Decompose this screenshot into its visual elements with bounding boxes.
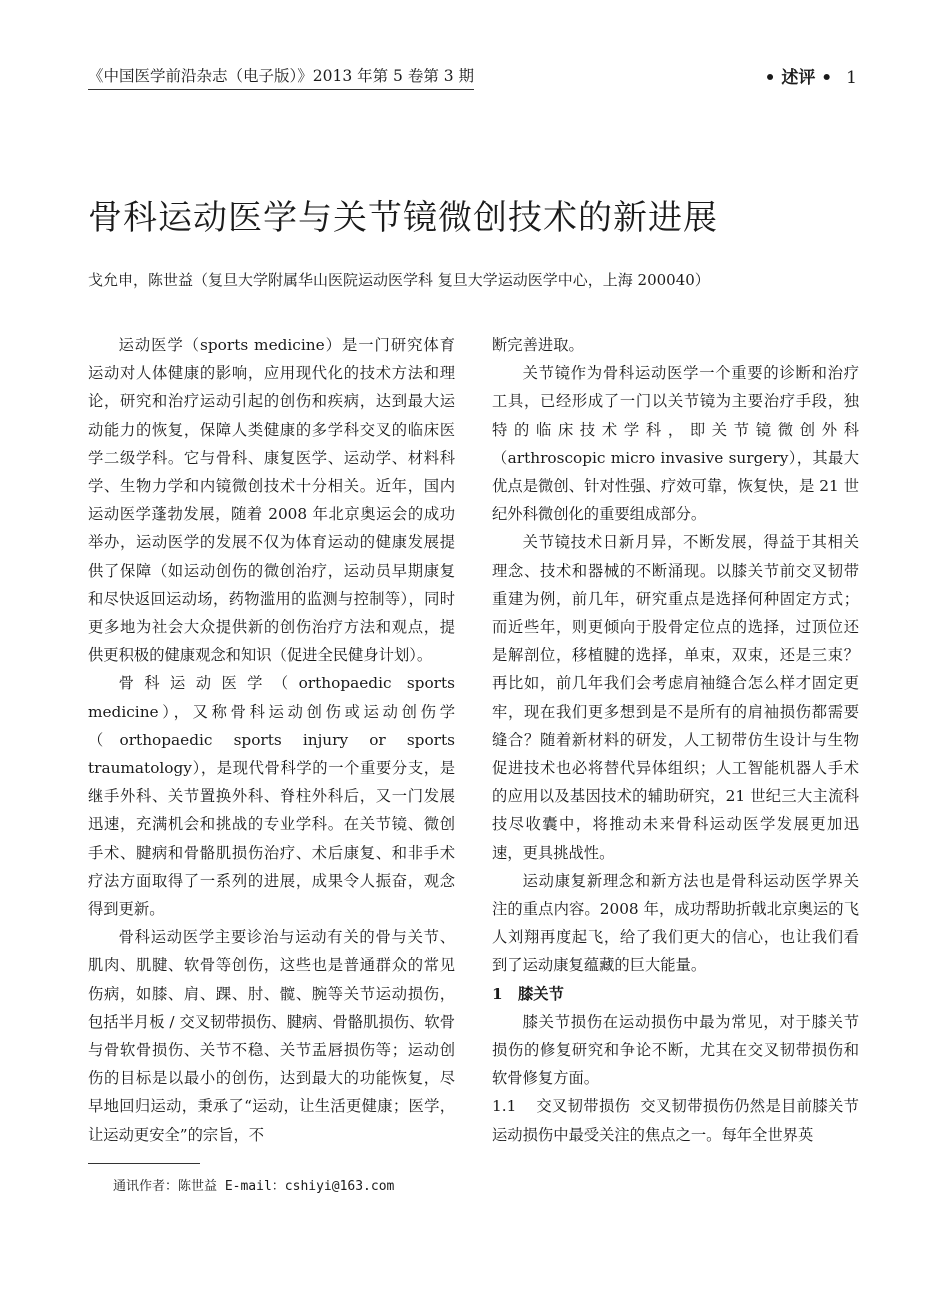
paragraph: 运动康复新理念和新方法也是骨科运动医学界关注的重点内容。2008 年，成功帮助折戟北京奥运的飞人刘翔再度起飞，给了我们更大的信心，也让我们看到了运动康复蕴藏的巨大能量。 — [492, 871, 859, 975]
right-column — [492, 331, 859, 1149]
subsection-number: 1.1 — [492, 1097, 517, 1116]
author-affiliation: 戈允申，陈世益（复旦大学附属华山医院运动医学科 复旦大学运动医学中心，上海 200040） — [88, 271, 710, 289]
paragraph: 骨科运动医学（orthopaedic sports medicine），又称骨科运动创伤或运动创伤学（orthopaedic sports injury or sports traumatology），是现代骨科学的一个重要分支，是继手外科、关节置换外科、脊柱外科后，又一门发展迅速，充满机会和挑战的专业学科。在关节镜、微创手术、腱病和骨骼肌损伤治疗、术后康复、和非手术疗法方面取得了一系列的进展，成果令人振奋，观念得到更新。 — [88, 674, 455, 919]
paragraph: 关节镜作为骨科运动医学一个重要的诊断和治疗工具，已经形成了一门以关节镜为主要治疗手段，独特的临床技术学科，即关节镜微创外科（arthroscopic micro invasive surgery），其最大优点是微创、针对性强、疗效可靠，恢复快，是 21 世纪外科微创化的重要组成部分。 — [492, 364, 859, 524]
left-column — [88, 331, 455, 1149]
paragraph: 断完善进取。 — [492, 336, 584, 354]
paragraph: 运动医学（sports medicine）是一门研究体育运动对人体健康的影响，应用现代化的技术方法和理论，研究和治疗运动引起的创伤和疾病，达到最大运动能力的恢复，保障人类健康的多学科交叉的临床医学二级学科。它与骨科、康复医学、运动学、材料科学、生物力学和内镜微创技术十分相关。近年，国内运动医学蓬勃发展，随着 2008 年北京奥运会的成功举办，运动医学的发展不仅为体育运动的健康发展提供了保障（如运动创伤的微创治疗，运动员早期康复和尽快返回运动场，药物滥用的监测与控制等），同时更多地为社会大众提供新的创伤治疗方法和观点，提供更积极的健康观念和知识（促进全民健身计划）。 — [88, 336, 455, 665]
section-number: 1 — [492, 984, 503, 1003]
footnote-rule — [88, 1163, 200, 1164]
section-header — [765, 63, 857, 88]
article-title: 骨科运动医学与关节镜微创技术的新进展 — [88, 198, 718, 238]
subsection-paragraph — [492, 1092, 859, 1148]
paragraph: 关节镜技术日新月异，不断发展，得益于其相关理念、技术和器械的不断涌现。以膝关节前交叉韧带重建为例，前几年，研究重点是选择何种固定方式；而近些年，则更倾向于股骨定位点的选择，过顶位还是解剖位，移植腱的选择，单束，双束，还是三束？再比如，前几年我们会考虑肩袖缝合怎么样才固定更牢，现在我们更多想到是不是所有的肩袖损伤都需要缝合？随着新材料的研发，人工韧带仿生设计与生物促进技术也必将替代异体组织；人工智能机器人手术的应用以及基因技术的辅助研究，21 世纪三大主流科技尽收囊中，将推动未来骨科运动医学发展更加迅速，更具挑战性。 — [492, 533, 859, 862]
section-title: 膝关节 — [518, 984, 564, 1003]
page-number: 1 — [846, 68, 857, 88]
section-heading — [492, 980, 859, 1008]
footnote: 通讯作者：陈世益 E-mail：cshiyi@163.com — [113, 1179, 395, 1194]
subsection-text: 交叉韧带损伤仍然是目前膝关节运动损伤中最受关注的焦点之一。每年全世界英 — [492, 1097, 859, 1144]
journal-header: 《中国医学前沿杂志（电子版）》2013 年第 5 卷第 3 期 — [88, 64, 474, 90]
paragraph: 膝关节损伤在运动损伤中最为常见，对于膝关节损伤的修复研究和争论不断，尤其在交叉韧带损伤和软骨修复方面。 — [492, 1012, 859, 1088]
subsection-title: 交叉韧带损伤 — [536, 1097, 631, 1116]
paragraph: 骨科运动医学主要诊治与运动有关的骨与关节、肌肉、肌腱、软骨等创伤，这些也是普通群众的常见伤病，如膝、肩、踝、肘、髋、腕等关节运动损伤，包括半月板 / 交叉韧带损伤、腱病、骨骼肌损伤、软骨与骨软骨损伤、关节不稳、关节盂唇损伤等；运动创伤的目标是以最小的创伤，达到最大的功能恢复，尽早地回归运动，秉承了“运动，让生活更健康；医学，让运动更安全”的宗旨，不 — [88, 928, 455, 1144]
section-label: • 述评 • — [764, 68, 833, 88]
